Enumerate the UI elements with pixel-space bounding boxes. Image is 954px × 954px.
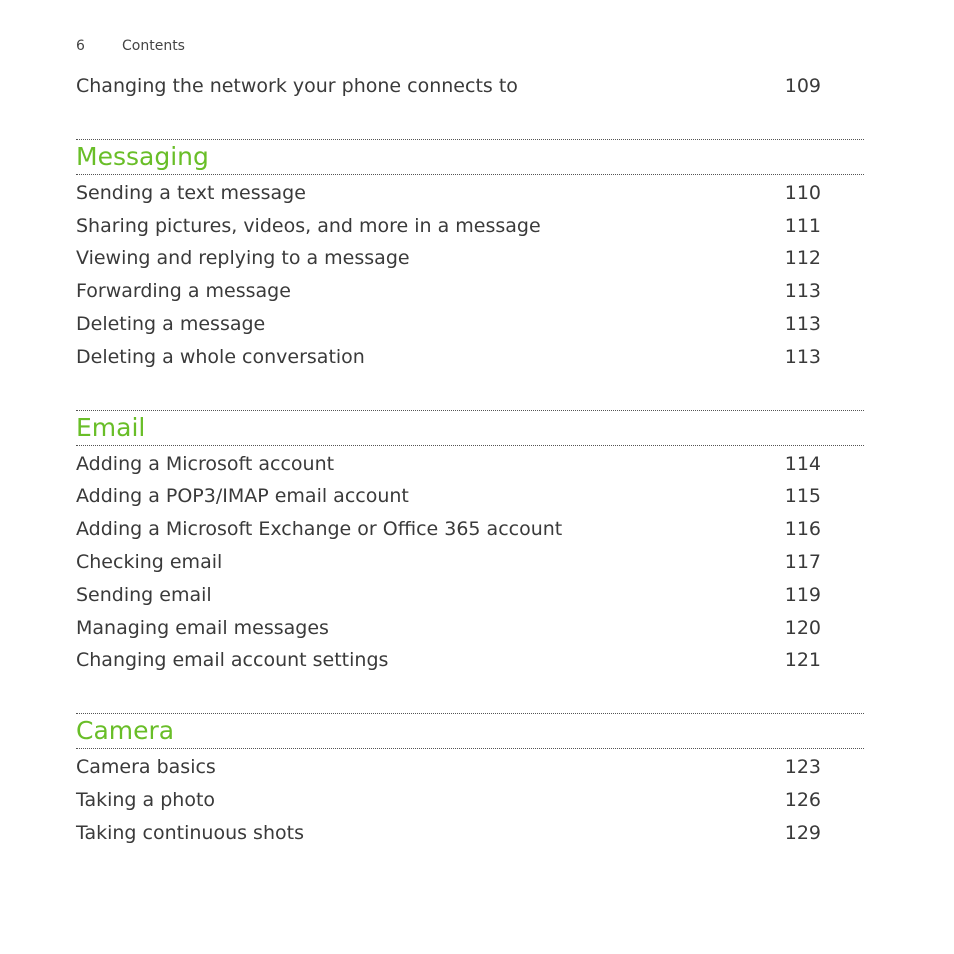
section-heading-bar	[76, 713, 864, 749]
toc-entry[interactable]	[76, 242, 864, 275]
toc-section-email	[76, 410, 864, 678]
toc-entry[interactable]	[76, 546, 864, 579]
toc-entry[interactable]	[76, 275, 864, 308]
page-header	[76, 38, 185, 54]
toc-entry-title: Adding a Microsoft account	[76, 452, 335, 475]
toc-entry-title: Adding a Microsoft Exchange or Office 365 account	[76, 518, 563, 541]
toc-entry[interactable]	[76, 612, 864, 645]
toc-entry[interactable]	[76, 70, 864, 103]
toc-entry-page: 117	[784, 550, 821, 573]
toc-entry-page: 109	[784, 75, 821, 97]
toc-entry-title: Taking continuous shots	[76, 821, 304, 844]
toc-entry[interactable]	[76, 579, 864, 612]
table-of-contents	[76, 70, 864, 850]
toc-entry-title: Managing email messages	[76, 616, 329, 639]
toc-entry[interactable]	[76, 210, 864, 243]
toc-section-messaging	[76, 139, 864, 374]
toc-entry-page: 112	[784, 247, 821, 270]
toc-entry-title: Sending a text message	[76, 181, 306, 204]
toc-entry-title: Camera basics	[76, 756, 216, 779]
toc-entry-title: Changing email account settings	[76, 649, 389, 672]
toc-entry-page: 116	[784, 518, 821, 541]
section-heading-bar	[76, 139, 864, 175]
toc-entry-page: 126	[784, 788, 821, 811]
toc-entry[interactable]	[76, 751, 864, 784]
toc-entry-title: Forwarding a message	[76, 280, 291, 303]
running-header: Contents	[122, 38, 185, 54]
toc-section-camera	[76, 713, 864, 849]
toc-entry-title: Sharing pictures, videos, and more in a message	[76, 214, 541, 237]
toc-entry[interactable]	[76, 784, 864, 817]
toc-entry[interactable]	[76, 817, 864, 850]
toc-entry-page: 111	[784, 214, 821, 237]
toc-entry[interactable]	[76, 480, 864, 513]
toc-entry-page: 114	[784, 452, 821, 475]
toc-entry-title: Checking email	[76, 550, 223, 573]
toc-entry-page: 123	[784, 756, 821, 779]
toc-entry-page: 119	[784, 583, 821, 606]
toc-entry-title: Deleting a whole conversation	[76, 345, 365, 368]
toc-entry[interactable]	[76, 644, 864, 677]
toc-entry[interactable]	[76, 513, 864, 546]
toc-entry-page: 115	[784, 485, 821, 508]
toc-entry[interactable]	[76, 448, 864, 481]
section-title[interactable]: Messaging	[76, 141, 209, 171]
toc-top-group	[76, 70, 864, 103]
toc-entry-title: Taking a photo	[76, 788, 216, 811]
toc-entry-title: Viewing and replying to a message	[76, 247, 410, 270]
toc-entry-page: 121	[784, 649, 821, 672]
toc-entry-page: 129	[784, 821, 821, 844]
toc-entry-page: 113	[784, 312, 821, 335]
toc-entry-page: 113	[784, 345, 821, 368]
section-title[interactable]: Email	[76, 412, 146, 442]
toc-entry-page: 113	[784, 280, 821, 303]
page-number: 6	[76, 38, 85, 54]
section-title[interactable]: Camera	[76, 716, 175, 746]
toc-entry-title: Adding a POP3/IMAP email account	[76, 485, 409, 508]
toc-entry-title: Deleting a message	[76, 312, 266, 335]
toc-entry-title: Changing the network your phone connects to	[76, 75, 518, 97]
toc-entry[interactable]	[76, 308, 864, 341]
section-heading-bar	[76, 410, 864, 446]
toc-entry-page: 110	[784, 181, 821, 204]
toc-entry-page: 120	[784, 616, 821, 639]
toc-entry-title: Sending email	[76, 583, 212, 606]
toc-entry[interactable]	[76, 341, 864, 374]
toc-entry[interactable]	[76, 177, 864, 210]
